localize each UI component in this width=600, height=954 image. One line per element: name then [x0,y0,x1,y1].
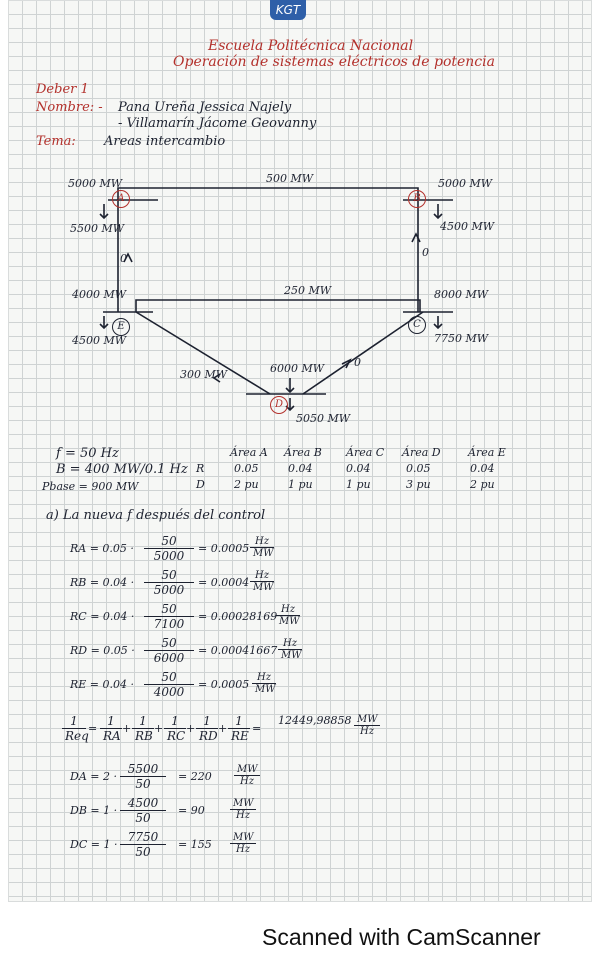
topic-value: Areas intercambio [104,134,226,149]
req-term-A: $\frac{1}{RA}$ [100,714,122,743]
RE-lhs: RE = 0.04 · [70,678,135,691]
param-pbase: Pbase = 900 MW [42,480,139,493]
plus-sign: + [186,722,196,735]
school-title: Escuela Politécnica Nacional [208,38,414,54]
DA-lhs: DA = 2 · [70,770,117,783]
notebook-page [8,0,592,902]
header-area-A: Área A [230,446,268,459]
req-term-E: $\frac{1}{RE}$ [228,714,250,743]
row-D-label: D [196,478,205,491]
DC-unit: $\frac{MW}{Hz}$ [230,832,256,855]
RD-result: = 0.00041667 [198,644,278,657]
D-area-B: 1 pu [288,478,313,491]
plus-sign: + [218,722,228,735]
E-generation: 4000 MW [72,288,127,301]
R-area-E: 0.04 [470,462,495,475]
R-area-D: 0.05 [406,462,431,475]
RB-fraction: $\frac{50}{5000}$ [144,568,194,597]
B-load: 4500 MW [440,220,495,233]
RC-fraction: $\frac{50}{7100}$ [144,602,194,631]
DB-unit: $\frac{MW}{Hz}$ [230,798,256,821]
B-generation: 5000 MW [438,177,493,190]
camscanner-footer: Scanned with CamScanner [262,924,541,950]
RC-result: = 0.00028169 [198,610,278,623]
scanner-logo-tab: KGT [270,0,306,20]
RB-result: = 0.0004 [198,576,250,589]
flow-A-E: 0 [120,252,127,265]
name-label: Nombre: - [36,100,103,115]
RC-lhs: RC = 0.04 · [70,610,135,623]
RD-fraction: $\frac{50}{6000}$ [144,636,194,665]
R-area-C: 0.04 [346,462,371,475]
flow-C-D: 0 [354,356,361,369]
R-area-B: 0.04 [288,462,313,475]
D-area-C: 1 pu [346,478,371,491]
DC-fraction: $\frac{7750}{50}$ [120,830,166,859]
student-2: - Villamarín Jácome Geovanny [118,116,317,131]
E-load: 4500 MW [72,334,127,347]
RA-fraction: $\frac{50}{5000}$ [144,534,194,563]
param-f: f = 50 Hz [56,446,119,461]
req-equals: = [88,722,98,735]
param-B: B = 400 MW/0.1 Hz [56,462,188,477]
flow-A-B: 500 MW [266,172,314,185]
RE-fraction: $\frac{50}{4000}$ [144,670,194,699]
DB-result: = 90 [178,804,205,817]
A-generation: 5000 MW [68,177,123,190]
node-D: D [270,396,288,414]
node-B: B [408,190,426,208]
DA-result: = 220 [178,770,212,783]
DC-result: = 155 [178,838,212,851]
node-C: C [408,316,426,334]
DB-lhs: DB = 1 · [70,804,118,817]
equals-sign: = [252,722,262,735]
req-lhs: 1 Req [62,714,86,743]
A-load: 5500 MW [70,222,125,235]
node-E: E [112,318,130,336]
req-term-B: $\frac{1}{RB}$ [132,714,154,743]
req-term-C: $\frac{1}{RC}$ [164,714,186,743]
RC-unit: $\frac{Hz}{MW}$ [276,604,300,627]
R-area-A: 0.05 [234,462,259,475]
header-area-E: Área E [468,446,506,459]
req-result: 12449,98858 [278,714,352,727]
DC-lhs: DC = 1 · [70,838,118,851]
RD-unit: $\frac{Hz}{MW}$ [278,638,302,661]
RE-result: = 0.0005 [198,678,250,691]
flow-E-C: 250 MW [284,284,332,297]
assignment-title: Deber 1 [36,82,89,97]
RB-lhs: RB = 0.04 · [70,576,135,589]
RD-lhs: RD = 0.05 · [70,644,135,657]
header-area-B: Área B [284,446,322,459]
student-1: Pana Ureña Jessica Najely [118,100,292,115]
RB-unit: $\frac{Hz}{MW}$ [250,570,274,593]
node-A: A [112,190,130,208]
flow-E-D: 300 MW [180,368,228,381]
D-area-E: 2 pu [470,478,495,491]
plus-sign: + [154,722,164,735]
D-area-D: 3 pu [406,478,431,491]
course-title: Operación de sistemas eléctricos de potencia [173,54,495,70]
RA-lhs: RA = 0.05 · [70,542,134,555]
RE-unit: $\frac{Hz}{MW}$ [252,672,276,695]
header-area-D: Área D [402,446,441,459]
plus-sign: + [122,722,132,735]
row-R-label: R [196,462,205,475]
RA-result: = 0.0005 [198,542,250,555]
C-generation: 8000 MW [434,288,489,301]
D-area-A: 2 pu [234,478,259,491]
DA-unit: $\frac{MW}{Hz}$ [234,764,260,787]
C-load: 7750 MW [434,332,489,345]
D-load: 5050 MW [296,412,351,425]
DB-fraction: $\frac{4500}{50}$ [120,796,166,825]
part-a-title: a) La nueva f después del control [46,508,266,523]
DA-fraction: $\frac{5500}{50}$ [120,762,166,791]
D-generation: 6000 MW [270,362,325,375]
RA-unit: $\frac{Hz}{MW}$ [250,536,274,559]
flow-B-C: 0 [422,246,429,259]
topic-label: Tema: [36,134,76,149]
header-area-C: Área C [346,446,385,459]
req-unit: $\frac{MW}{Hz}$ [354,714,380,737]
req-term-D: $\frac{1}{RD}$ [196,714,218,743]
